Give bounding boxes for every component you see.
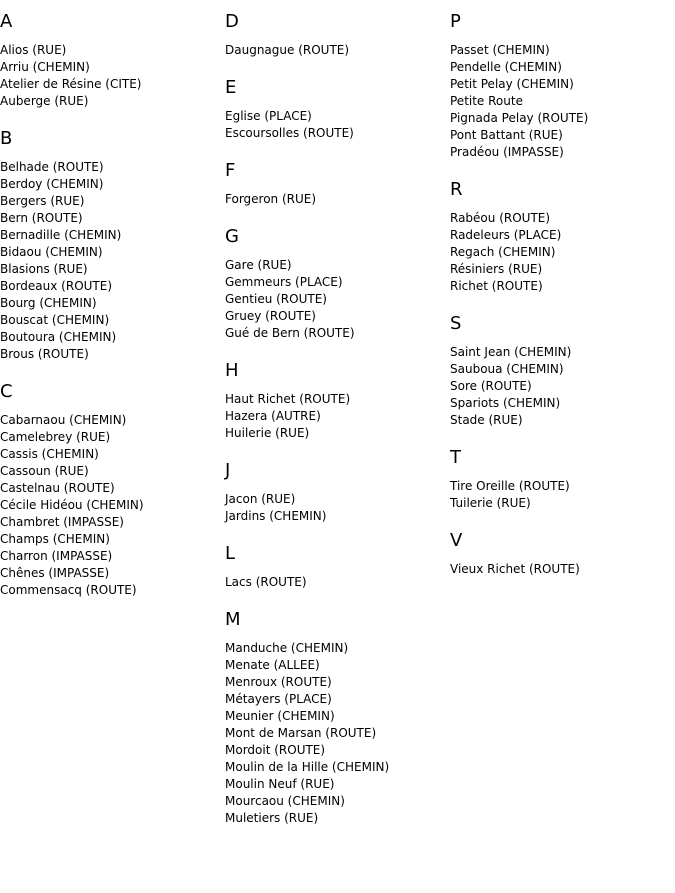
street-link[interactable]: Cassoun (RUE) xyxy=(0,464,89,478)
street-column-2 xyxy=(225,10,445,844)
street-list xyxy=(450,42,670,161)
street-list xyxy=(225,640,445,827)
letter-heading: G xyxy=(225,226,239,247)
street-link[interactable]: Boutoura (CHEMIN) xyxy=(0,330,117,344)
street-link[interactable]: Haut Richet (ROUTE) xyxy=(225,392,351,406)
letter-heading: A xyxy=(0,11,13,32)
letter-heading: H xyxy=(225,360,239,381)
street-list xyxy=(0,159,220,363)
street-link[interactable]: Radeleurs (PLACE) xyxy=(450,228,562,242)
street-link[interactable]: Pignada Pelay (ROUTE) xyxy=(450,111,589,125)
letter-group xyxy=(450,10,670,161)
street-link[interactable]: Bouscat (CHEMIN) xyxy=(0,313,110,327)
street-link[interactable]: Cassis (CHEMIN) xyxy=(0,447,99,461)
street-link[interactable]: Meunier (CHEMIN) xyxy=(225,709,335,723)
street-list xyxy=(450,561,670,578)
street-link[interactable]: Camelebrey (RUE) xyxy=(0,430,111,444)
letter-heading: B xyxy=(0,128,13,149)
letter-group xyxy=(450,312,670,429)
street-link[interactable]: Tire Oreille (ROUTE) xyxy=(450,479,570,493)
street-link[interactable]: Gruey (ROUTE) xyxy=(225,309,316,323)
letter-group xyxy=(225,459,445,525)
letter-group xyxy=(0,127,220,363)
letter-group xyxy=(450,178,670,295)
letter-group xyxy=(0,380,220,599)
street-link[interactable]: Pendelle (CHEMIN) xyxy=(450,60,562,74)
letter-group xyxy=(225,225,445,342)
street-link[interactable]: Brous (ROUTE) xyxy=(0,347,89,361)
street-link[interactable]: Blasions (RUE) xyxy=(0,262,88,276)
letter-heading: P xyxy=(450,11,461,32)
street-link[interactable]: Résiniers (RUE) xyxy=(450,262,543,276)
street-link[interactable]: Menroux (ROUTE) xyxy=(225,675,332,689)
street-link[interactable]: Chambret (IMPASSE) xyxy=(0,515,124,529)
street-list xyxy=(0,42,220,110)
street-link[interactable]: Bernadille (CHEMIN) xyxy=(0,228,122,242)
street-link[interactable]: Gué de Bern (ROUTE) xyxy=(225,326,355,340)
street-link[interactable]: Gentieu (ROUTE) xyxy=(225,292,327,306)
letter-heading: V xyxy=(450,530,463,551)
street-link[interactable]: Alios (RUE) xyxy=(0,43,67,57)
street-list xyxy=(450,344,670,429)
letter-group xyxy=(225,542,445,591)
letter-group xyxy=(0,10,220,110)
street-link[interactable]: Saint Jean (CHEMIN) xyxy=(450,345,572,359)
street-link[interactable]: Jacon (RUE) xyxy=(225,492,296,506)
street-link[interactable]: Bern (ROUTE) xyxy=(0,211,83,225)
street-link[interactable]: Hazera (AUTRE) xyxy=(225,409,321,423)
letter-heading: C xyxy=(0,381,13,402)
street-link[interactable]: Atelier de Résine (CITE) xyxy=(0,77,142,91)
street-link[interactable]: Mont de Marsan (ROUTE) xyxy=(225,726,377,740)
street-list xyxy=(225,42,445,59)
street-link[interactable]: Sauboua (CHEMIN) xyxy=(450,362,564,376)
street-link[interactable]: Passet (CHEMIN) xyxy=(450,43,550,57)
street-link[interactable]: Bordeaux (ROUTE) xyxy=(0,279,113,293)
letter-group xyxy=(225,608,445,827)
letter-heading: J xyxy=(225,460,231,481)
street-link[interactable]: Daugnague (ROUTE) xyxy=(225,43,350,57)
letter-heading: E xyxy=(225,77,237,98)
street-link[interactable]: Cabarnaou (CHEMIN) xyxy=(0,413,127,427)
street-link[interactable]: Auberge (RUE) xyxy=(0,94,89,108)
street-list xyxy=(0,412,220,599)
street-link[interactable]: Richet (ROUTE) xyxy=(450,279,543,293)
street-link[interactable]: Huilerie (RUE) xyxy=(225,426,310,440)
street-link[interactable]: Tuilerie (RUE) xyxy=(450,496,531,510)
street-link[interactable]: Pradéou (IMPASSE) xyxy=(450,145,564,159)
street-link[interactable]: Petite Route xyxy=(450,94,523,108)
street-link[interactable]: Commensacq (ROUTE) xyxy=(0,583,137,597)
street-link[interactable]: Belhade (ROUTE) xyxy=(0,160,104,174)
street-link[interactable]: Menate (ALLEE) xyxy=(225,658,320,672)
street-link[interactable]: Manduche (CHEMIN) xyxy=(225,641,349,655)
street-link[interactable]: Stade (RUE) xyxy=(450,413,523,427)
street-link[interactable]: Mordoit (ROUTE) xyxy=(225,743,326,757)
letter-group xyxy=(225,359,445,442)
street-link[interactable]: Rabéou (ROUTE) xyxy=(450,211,551,225)
street-link[interactable]: Sore (ROUTE) xyxy=(450,379,532,393)
street-link[interactable]: Métayers (PLACE) xyxy=(225,692,332,706)
street-list xyxy=(225,108,445,142)
street-link[interactable]: Escoursolles (ROUTE) xyxy=(225,126,354,140)
letter-heading: M xyxy=(225,609,241,630)
street-column-1 xyxy=(0,10,220,616)
street-link[interactable]: Mourcaou (CHEMIN) xyxy=(225,794,345,808)
street-list xyxy=(225,191,445,208)
street-link[interactable]: Bidaou (CHEMIN) xyxy=(0,245,103,259)
letter-group xyxy=(225,10,445,59)
street-link[interactable]: Cécile Hidéou (CHEMIN) xyxy=(0,498,144,512)
street-link[interactable]: Pont Battant (RUE) xyxy=(450,128,563,142)
street-link[interactable]: Arriu (CHEMIN) xyxy=(0,60,90,74)
street-link[interactable]: Gemmeurs (PLACE) xyxy=(225,275,343,289)
street-link[interactable]: Vieux Richet (ROUTE) xyxy=(450,562,580,576)
street-link[interactable]: Muletiers (RUE) xyxy=(225,811,319,825)
street-link[interactable]: Eglise (PLACE) xyxy=(225,109,312,123)
street-link[interactable]: Spariots (CHEMIN) xyxy=(450,396,561,410)
street-link[interactable]: Gare (RUE) xyxy=(225,258,292,272)
street-link[interactable]: Forgeron (RUE) xyxy=(225,192,317,206)
street-link[interactable]: Champs (CHEMIN) xyxy=(0,532,110,546)
street-link[interactable]: Chênes (IMPASSE) xyxy=(0,566,110,580)
letter-heading: T xyxy=(450,447,461,468)
street-link[interactable]: Bourg (CHEMIN) xyxy=(0,296,97,310)
letter-group xyxy=(450,529,670,578)
street-link[interactable]: Petit Pelay (CHEMIN) xyxy=(450,77,574,91)
street-column-3 xyxy=(450,10,670,595)
street-link[interactable]: Jardins (CHEMIN) xyxy=(225,509,327,523)
letter-heading: R xyxy=(450,179,463,200)
street-link[interactable]: Bergers (RUE) xyxy=(0,194,85,208)
street-list xyxy=(225,257,445,342)
letter-heading: L xyxy=(225,543,236,564)
street-list xyxy=(225,574,445,591)
street-link[interactable]: Regach (CHEMIN) xyxy=(450,245,556,259)
letter-heading: F xyxy=(225,160,236,181)
street-link[interactable]: Moulin de la Hille (CHEMIN) xyxy=(225,760,390,774)
letter-heading: S xyxy=(450,313,462,334)
letter-heading: D xyxy=(225,11,239,32)
street-list xyxy=(225,391,445,442)
street-list xyxy=(225,491,445,525)
street-link[interactable]: Berdoy (CHEMIN) xyxy=(0,177,104,191)
street-link[interactable]: Lacs (ROUTE) xyxy=(225,575,307,589)
letter-group xyxy=(450,446,670,512)
letter-group xyxy=(225,76,445,142)
street-link[interactable]: Charron (IMPASSE) xyxy=(0,549,113,563)
street-link[interactable]: Moulin Neuf (RUE) xyxy=(225,777,335,791)
street-list xyxy=(450,478,670,512)
street-list xyxy=(450,210,670,295)
street-link[interactable]: Castelnau (ROUTE) xyxy=(0,481,115,495)
letter-group xyxy=(225,159,445,208)
